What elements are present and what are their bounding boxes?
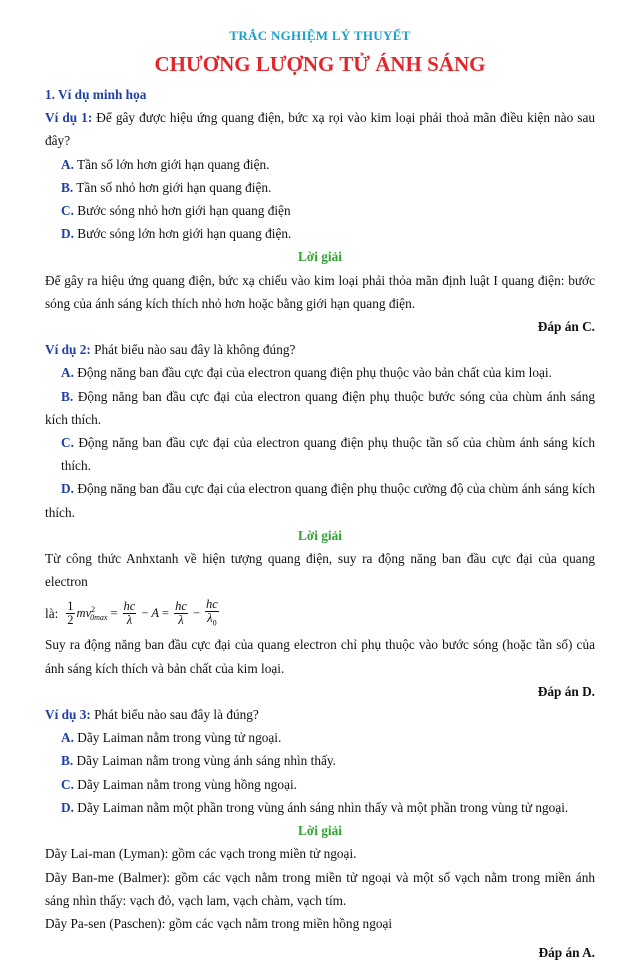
question-text: Phát biểu nào sau đây là đúng? (94, 707, 259, 723)
formula-prefix: là: (45, 605, 59, 621)
option-text: Dãy Laiman nằm trong vùng hồng ngoại. (77, 776, 297, 792)
option-text: Tần số lớn hơn giới hạn quang điện. (77, 156, 270, 172)
mass-velocity: $mv^2_{0max}$ (76, 604, 108, 623)
option-letter: B. (61, 388, 74, 404)
question-label: Ví dụ 2: (45, 342, 91, 358)
option-letter: A. (61, 156, 74, 172)
question-label: Ví dụ 3: (45, 707, 91, 723)
option-a (45, 361, 595, 384)
einstein-formula: $\frac{1}{2}$ $mv^2_{0max}$ = $\frac{hc}{\lambda}$ − A = $\frac{hc}{\lambda}$ − $\frac{hc}{\lambda_0}$ (64, 598, 220, 630)
fraction-half: $\frac{1}{2}$ (67, 598, 74, 627)
option-text: Bước sóng lớn hơn giới hạn quang điện. (77, 226, 292, 242)
option-c (45, 773, 595, 796)
option-letter: B. (61, 179, 74, 195)
option-d (45, 477, 595, 523)
section-title: 1. Ví dụ minh họa (45, 87, 147, 102)
option-letter: D. (61, 799, 74, 815)
example-3 (45, 703, 595, 964)
answer: Đáp án C. (537, 319, 595, 335)
option-text: Tần số nhỏ hơn giới hạn quang điện. (76, 179, 272, 195)
fraction-hc-lambda0: $\frac{hc}{\lambda_0}$ (205, 596, 218, 628)
solution-heading: Lời giải (298, 249, 342, 265)
solution-heading: Lời giải (298, 823, 342, 839)
question-text: Phát biểu nào sau đây là không đúng? (94, 342, 296, 358)
option-text: Động năng ban đầu cực đại của electron quang điện phụ thuộc bước sóng của chùm ánh sáng kích thích. (45, 388, 595, 427)
option-b (45, 385, 595, 431)
answer: Đáp án D. (537, 683, 595, 699)
fraction-hc-lambda: $\frac{hc}{\lambda}$ (123, 598, 136, 627)
solution-text: Suy ra động năng ban đầu cực đại của quang electron chỉ phụ thuộc vào bước sóng (hoặc tần số) của ánh sáng kích thích và bản chất của kim loại. (45, 637, 595, 676)
option-text: Dãy Laiman nằm một phần trong vùng ánh sáng nhìn thấy và một phần trong vùng tử ngoại. (77, 799, 569, 815)
option-b (45, 176, 595, 199)
question (45, 703, 595, 726)
document-kicker: TRẮC NGHIỆM LÝ THUYẾT (229, 28, 411, 43)
question-label: Ví dụ 1: (45, 110, 93, 126)
question (45, 106, 595, 152)
option-a (45, 726, 595, 749)
solution-text: Để gây ra hiệu ứng quang điện, bức xạ chiếu vào kim loại phải thỏa mãn định luật I quang điện: bước sóng của ánh sáng kích thích nhỏ hơn hoặc bằng giới hạn quang điện. (45, 272, 595, 311)
option-text: Động năng ban đầu cực đại của electron quang điện phụ thuộc vào bản chất của kim loại. (77, 365, 552, 381)
solution-intro: Từ công thức Anhxtanh về hiện tượng quang điện, suy ra động năng ban đầu cực đại của quang electron (45, 551, 595, 590)
option-letter: A. (61, 365, 74, 381)
answer: Đáp án A. (538, 945, 595, 961)
option-a (45, 153, 595, 176)
option-text: Động năng ban đầu cực đại của electron quang điện phụ thuộc tần số của chùm ánh sáng kích thích. (61, 435, 595, 474)
option-letter: D. (61, 226, 74, 242)
question (45, 338, 595, 361)
formula-line (45, 593, 595, 633)
document-title: CHƯƠNG LƯỢNG TỬ ÁNH SÁNG (154, 52, 486, 76)
option-c (45, 431, 595, 477)
option-letter: C. (61, 776, 74, 792)
example-2 (45, 338, 595, 703)
question-text: Để gây được hiệu ứng quang điện, bức xạ rọi vào kim loại phải thoả mãn điều kiện nào sau đây? (45, 110, 595, 149)
option-text: Động năng ban đầu cực đại của electron quang điện phụ thuộc cường độ của chùm ánh sáng kích thích. (45, 481, 595, 520)
option-c (45, 199, 595, 222)
option-text: Dãy Laiman nằm trong vùng ánh sáng nhìn thấy. (76, 753, 337, 769)
fraction-hc-lambda: $\frac{hc}{\lambda}$ (175, 598, 187, 627)
solution-line: Dãy Ban-me (Balmer): gồm các vạch nằm trong miền tử ngoại và một số vạch nằm trong miền ánh sáng nhìn thấy: vạch đỏ, vạch lam, vạch chàm, vạch tím. (45, 869, 595, 908)
option-letter: C. (61, 203, 74, 219)
solution-line: Dãy Lai-man (Lyman): gồm các vạch trong miền tử ngoại. (45, 846, 357, 862)
option-letter: B. (61, 753, 74, 769)
option-b (45, 749, 595, 772)
option-text: Bước sóng nhỏ hơn giới hạn quang điện (77, 203, 291, 219)
option-d (45, 796, 595, 819)
option-letter: A. (61, 730, 74, 746)
solution-heading: Lời giải (298, 527, 342, 543)
solution-line: Dãy Pa-sen (Paschen): gồm các vạch nằm trong miền hồng ngoại (45, 915, 393, 931)
option-letter: D. (61, 481, 74, 497)
option-d (45, 222, 595, 245)
example-1 (45, 106, 595, 338)
option-letter: C. (61, 435, 74, 451)
option-text: Dãy Laiman nằm trong vùng tử ngoại. (77, 730, 282, 746)
